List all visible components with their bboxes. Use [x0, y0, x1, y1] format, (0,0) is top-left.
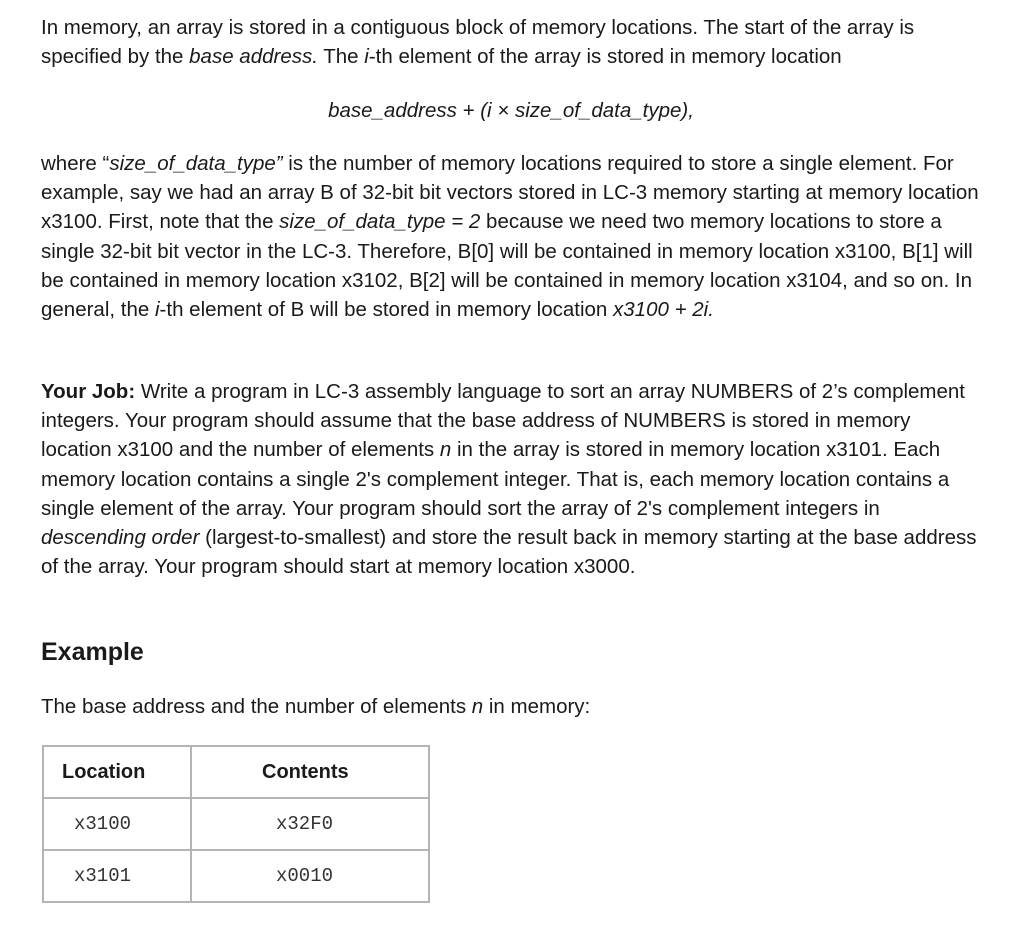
caption-text-2: in memory:	[483, 695, 591, 718]
explain-size-eq-em: size_of_data_type = 2	[279, 210, 481, 234]
explain-text-1: where “	[41, 152, 110, 175]
explain-size-em: size_of_data_type”	[109, 152, 283, 175]
intro-paragraph	[41, 13, 981, 71]
explanation-paragraph	[41, 149, 981, 324]
intro-text-3: -th element of the array is stored in memory location	[368, 45, 842, 69]
contents-cell: x0010	[191, 850, 429, 902]
explain-text-2: is the number of memory locations required to store a single element. For example, say we had an array B of 32-bit bit vectors stored in LC-3 memory starting at memory location x3100. First, note that the	[41, 152, 979, 234]
caption-text-1: The base address and the number of elements	[41, 695, 472, 718]
explain-address-em: x3100 + 2i.	[613, 298, 714, 322]
explain-i-em: i	[154, 298, 160, 322]
location-cell: x3100	[43, 798, 191, 850]
header-contents: Contents	[191, 746, 429, 798]
example-caption	[41, 692, 590, 721]
header-location: Location	[43, 746, 191, 798]
table-row	[43, 850, 429, 902]
explain-text-3: because we need two memory locations to store a single 32-bit bit vector in the LC-3. Therefore, B[0] will be contained in memory location x3100, B[1] will be contained in memory location x3102, B[2] will be contained in memory location x3104, and so on. In general, the	[41, 210, 973, 322]
job-paragraph	[41, 377, 981, 581]
intro-i-em: i	[364, 45, 369, 69]
table-header-row	[43, 746, 429, 798]
intro-base-address-em: base address.	[189, 45, 318, 69]
example-heading: Example	[41, 638, 144, 666]
table-row	[43, 798, 429, 850]
explain-text-4: -th element of B will be stored in memory location	[159, 298, 614, 322]
caption-n-em: n	[471, 695, 484, 718]
job-n-em: n	[439, 438, 452, 462]
job-text-1: Write a program in LC-3 assembly language to sort an array NUMBERS of 2’s complement integers. Your program should assume that the base address of NUMBERS is stored in memory location x3100 and the number of elements	[41, 380, 965, 462]
contents-cell: x32F0	[191, 798, 429, 850]
address-formula: base_address + (i × size_of_data_type),	[328, 99, 694, 122]
memory-table	[42, 745, 430, 903]
job-label: Your Job:	[41, 380, 136, 403]
job-text-2: in the array is stored in memory location x3101. Each memory location contains a single 2's complement integer. That is, each memory location contains a single element of the array. Your program should sort the array of 2's complement integers in	[41, 438, 950, 520]
job-descending-em: descending order	[41, 526, 200, 550]
intro-text-1: In memory, an array is stored in a contiguous block of memory locations. The start of the array is specified by the	[41, 16, 915, 69]
job-text-3: (largest-to-smallest) and store the result back in memory starting at the base address of the array. Your program should start at memory location x3000.	[41, 526, 977, 579]
intro-text-2: The	[317, 45, 365, 69]
location-cell: x3101	[43, 850, 191, 902]
